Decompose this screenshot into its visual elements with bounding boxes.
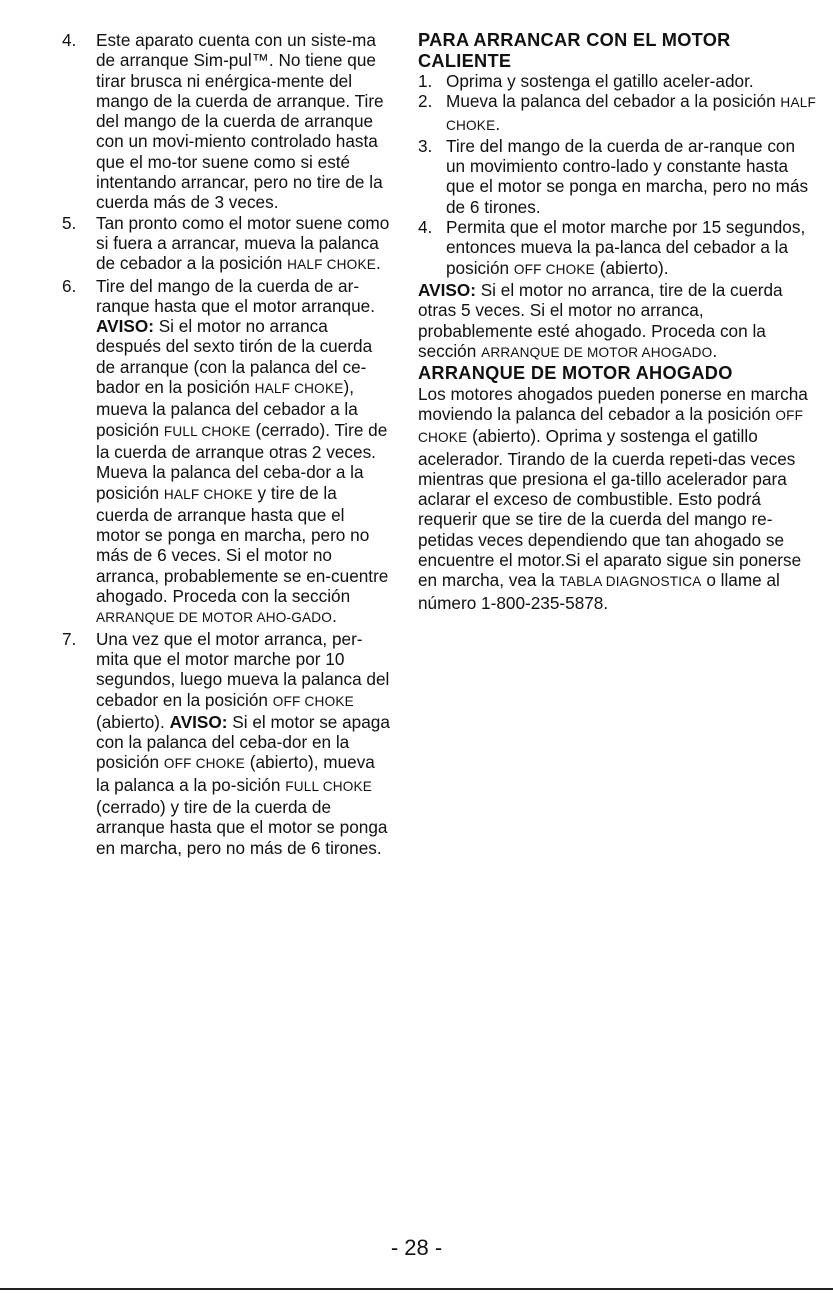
flooded-paragraph: [418, 384, 818, 613]
step-number: 6.: [62, 275, 77, 296]
choke-term: HALF CHOKE: [446, 95, 816, 133]
section-reference: ARRANQUE DE MOTOR AHO-GADO: [96, 610, 333, 626]
text-run: .: [375, 253, 381, 274]
hot-step-1: [418, 71, 818, 91]
choke-term: OFF CHOKE: [272, 693, 354, 709]
step-number: 1.: [418, 71, 433, 91]
choke-term: OFF CHOKE: [418, 407, 804, 446]
step-text: [96, 629, 392, 858]
text-run: Si el motor no arranca, tire de la cuerda otras 5 veces. Si el motor no arranca, probablemente esté ahogado. Proceda con la sección: [418, 279, 783, 361]
step-text: [446, 91, 818, 136]
text-run: o llame al número 1-800-235-5878.: [418, 570, 780, 613]
step-5: [62, 213, 392, 276]
text-run: Tire del mango de la cuerda de ar-ranque hasta que el motor arranque.: [96, 275, 376, 316]
step-text: Tire del mango de la cuerda de ar-ranque con un movimiento contro-lado y constante hasta que el motor se ponga en marcha, pero no más de 6 tirones.: [446, 135, 809, 217]
hot-step-3: [418, 136, 818, 217]
step-4: [62, 30, 392, 213]
choke-term: OFF CHOKE: [163, 756, 245, 772]
text-run: Permita que el motor marche por 15 segundos, entonces mueva la pa-lanca del cebador a la posición: [446, 217, 806, 278]
text-run: .: [495, 113, 501, 134]
text-run: (cerrado). Tire de la cuerda de arranque otras 2 veces. Mueva la palanca del ceba-dor a la posición: [96, 419, 388, 503]
text-run: (cerrado) y tire de la cuerda de arranque hasta que el motor se ponga en marcha, pero no más de 6 tirones.: [96, 796, 388, 858]
step-text: [96, 276, 392, 629]
aviso-label: AVISO:: [169, 711, 228, 732]
text-run: (abierto).: [594, 257, 669, 278]
hot-step-4: [418, 217, 818, 280]
text-run: .: [332, 606, 337, 627]
step-text: Oprima y sostenga el gatillo aceler-ador.: [446, 71, 754, 91]
hot-step-2: [418, 91, 818, 136]
left-column: [62, 30, 392, 858]
choke-term: FULL CHOKE: [163, 423, 251, 439]
aviso-label: AVISO:: [96, 316, 154, 337]
step-number: 2.: [418, 91, 433, 112]
section-reference: ARRANQUE DE MOTOR AHOGADO: [481, 344, 713, 360]
flooded-heading: ARRANQUE DE MOTOR AHOGADO: [418, 363, 733, 384]
text-run: ), mueva la palanca del cebador a la posición: [96, 377, 358, 440]
hot-start-heading: PARA ARRANCAR CON EL MOTOR CALIENTE: [418, 30, 731, 71]
choke-term: FULL CHOKE: [285, 778, 373, 794]
text-run: Tan pronto como el motor suene como si fuera a arrancar, mueva la palanca de cebador a la posición: [96, 212, 390, 274]
text-run: Mueva la palanca del cebador a la posición: [446, 91, 781, 112]
step-6: [62, 276, 392, 629]
step-7: [62, 629, 392, 858]
section-reference: TABLA DIAGNOSTICA: [559, 574, 702, 590]
step-number: 4.: [62, 30, 77, 50]
step-number: 4.: [418, 217, 433, 238]
text-run: (abierto). Oprima y sostenga el gatillo acelerador. Tirando de la cuerda repeti-das veces mientras que presiona el ga-tillo acelerador para aclarar el exceso de combustible. Esto podrá requerir que se tire de la cuerda del mango re-petidas veces dependiendo que tan ahogado se encuentre el motor.Si el aparato sigue sin ponerse en marcha, vea la: [418, 426, 802, 591]
text-run: y tire de la cuerda de arranque hasta que el motor se ponga en marcha, pero no más de 6 veces. Si el motor no arranca, probablemente se en-cuentre ahogado. Proceda con la sección: [96, 482, 389, 607]
bottom-rule: [0, 1288, 833, 1290]
step-text: [446, 217, 818, 280]
text-run: Si el motor se apaga con la palanca del ceba-dor en la posición: [96, 711, 390, 773]
aviso-label: AVISO:: [418, 279, 476, 300]
step-number: 5.: [62, 212, 77, 233]
text-run: Los motores ahogados pueden ponerse en marcha moviendo la palanca del cebador a la posición: [418, 383, 808, 424]
text-run: Si el motor no arranca después del sexto tirón de la cuerda de arranque (con la palanca del ce-bador en la posición: [96, 316, 373, 398]
hot-start-aviso: [418, 280, 818, 363]
step-number: 7.: [62, 628, 77, 649]
choke-term: HALF CHOKE: [163, 486, 253, 502]
page-number: - 28 -: [390, 1235, 443, 1260]
step-text: [96, 213, 392, 276]
text-run: (abierto).: [96, 711, 170, 732]
step-text: Este aparato cuenta con un siste-ma de arranque Sim-pul™. No tiene que tirar brusca ni enérgica-mente del mango de la cuerda de arranque. Tire del mango de la cuerda de arranque con un movi-miento controlado hasta que el mo-tor suene como si esté intentando arrancar, pero no tire de la cuerda más de 3 veces.: [96, 30, 384, 213]
text-run: .: [712, 340, 718, 361]
text-run: (abierto), mueva la palanca a la po-sición: [96, 752, 375, 795]
choke-term: OFF CHOKE: [513, 261, 595, 277]
choke-term: HALF CHOKE: [287, 257, 376, 273]
step-number: 3.: [418, 135, 433, 156]
choke-term: HALF CHOKE: [254, 381, 344, 397]
text-run: Una vez que el motor arranca, per-mita que el motor marche por 10 segundos, luego mueva la palanca del cebador en la posición: [96, 628, 390, 710]
right-column: [418, 30, 818, 613]
